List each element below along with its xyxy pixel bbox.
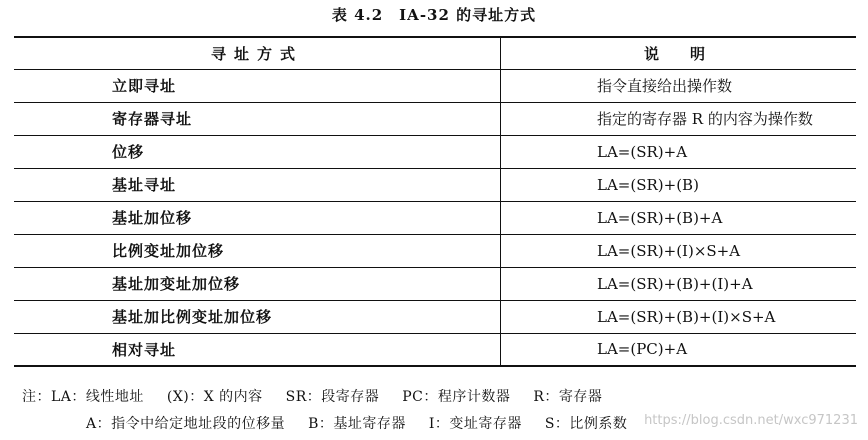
footnote-item: PC：程序计数器 — [402, 389, 511, 405]
description-cell: 指定的寄存器 R 的内容为操作数 — [501, 102, 857, 135]
description-cell: LA=(SR)+(B)+(I)×S+A — [501, 300, 857, 333]
mode-cell: 立即寻址 — [14, 69, 501, 102]
table-row — [14, 201, 856, 234]
footnote-item: 注：LA：线性地址 — [22, 389, 144, 405]
mode-cell: 基址加位移 — [14, 201, 501, 234]
watermark: https://blog.csdn.net/wxc971231 — [644, 413, 858, 428]
table-header-row — [14, 37, 856, 69]
table-row — [14, 102, 856, 135]
description-cell: 指令直接给出操作数 — [501, 69, 857, 102]
description-cell: LA=(PC)+A — [501, 333, 857, 366]
table-row — [14, 135, 856, 168]
footnote-line-2 — [86, 413, 645, 433]
footnote-item: A：指令中给定地址段的位移量 — [86, 416, 286, 432]
footnote-item: B：基址寄存器 — [308, 416, 406, 432]
footnote-item: R：寄存器 — [533, 389, 603, 405]
description-cell: LA=(SR)+(B)+(I)+A — [501, 267, 857, 300]
mode-cell: 比例变址加位移 — [14, 234, 501, 267]
footnote-item: I：变址寄存器 — [428, 416, 522, 432]
table-row — [14, 234, 856, 267]
mode-cell: 寄存器寻址 — [14, 102, 501, 135]
table-row — [14, 300, 856, 333]
table-row — [14, 69, 856, 102]
table-caption: 表 4.2 IA-32 的寻址方式 — [331, 6, 537, 24]
table-row — [14, 267, 856, 300]
table-row — [14, 333, 856, 366]
description-cell: LA=(SR)+(B) — [501, 168, 857, 201]
description-cell: LA=(SR)+(I)×S+A — [501, 234, 857, 267]
mode-cell: 基址加变址加位移 — [14, 267, 501, 300]
mode-cell: 位移 — [14, 135, 501, 168]
mode-cell: 基址寻址 — [14, 168, 501, 201]
footnote-line-1 — [22, 386, 620, 406]
addressing-modes-table — [14, 36, 856, 367]
description-cell: LA=(SR)+A — [501, 135, 857, 168]
footnote-item: SR：段寄存器 — [285, 389, 380, 405]
footnote-item: S：比例系数 — [544, 416, 628, 432]
description-cell: LA=(SR)+(B)+A — [501, 201, 857, 234]
mode-cell: 基址加比例变址加位移 — [14, 300, 501, 333]
footnote-item: (X)：X 的内容 — [166, 389, 263, 405]
header-description: 说 明 — [501, 37, 857, 69]
header-mode: 寻址方式 — [14, 37, 501, 69]
mode-cell: 相对寻址 — [14, 333, 501, 366]
table-row — [14, 168, 856, 201]
